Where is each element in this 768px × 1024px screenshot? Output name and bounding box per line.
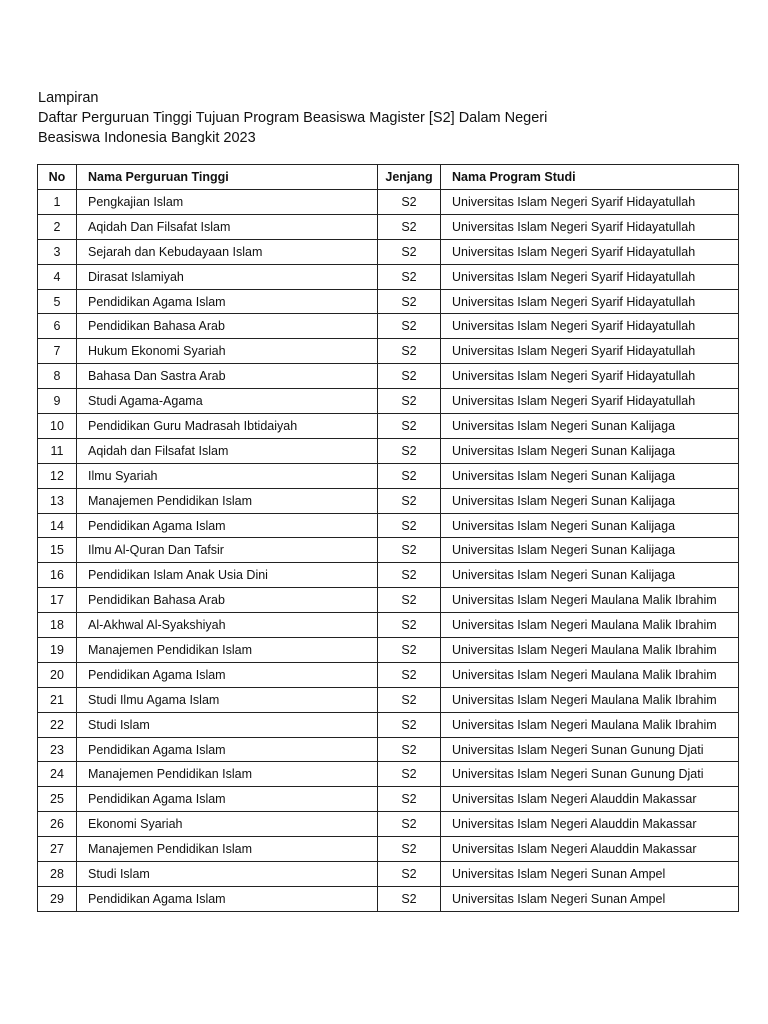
cell-jenjang: S2 [378, 588, 441, 613]
cell-nama-perguruan-tinggi: Pendidikan Agama Islam [77, 513, 378, 538]
cell-jenjang: S2 [378, 264, 441, 289]
cell-no: 9 [38, 389, 77, 414]
cell-nama-perguruan-tinggi: Studi Islam [77, 712, 378, 737]
header-nama-program-studi: Nama Program Studi [441, 165, 739, 190]
table-row [38, 687, 739, 712]
cell-nama-perguruan-tinggi: Pengkajian Islam [77, 190, 378, 215]
cell-nama-perguruan-tinggi: Pendidikan Islam Anak Usia Dini [77, 563, 378, 588]
table-header-row [38, 165, 739, 190]
cell-nama-program-studi: Universitas Islam Negeri Maulana Malik Ibrahim [441, 662, 739, 687]
cell-nama-perguruan-tinggi: Studi Islam [77, 862, 378, 887]
cell-jenjang: S2 [378, 538, 441, 563]
cell-no: 25 [38, 787, 77, 812]
cell-nama-perguruan-tinggi: Hukum Ekonomi Syariah [77, 339, 378, 364]
cell-nama-perguruan-tinggi: Pendidikan Bahasa Arab [77, 588, 378, 613]
cell-no: 1 [38, 190, 77, 215]
cell-jenjang: S2 [378, 463, 441, 488]
cell-jenjang: S2 [378, 314, 441, 339]
cell-nama-perguruan-tinggi: Pendidikan Guru Madrasah Ibtidaiyah [77, 414, 378, 439]
cell-no: 11 [38, 438, 77, 463]
table-row [38, 812, 739, 837]
cell-no: 4 [38, 264, 77, 289]
cell-nama-perguruan-tinggi: Manajemen Pendidikan Islam [77, 488, 378, 513]
cell-jenjang: S2 [378, 613, 441, 638]
cell-nama-program-studi: Universitas Islam Negeri Syarif Hidayatullah [441, 364, 739, 389]
cell-nama-perguruan-tinggi: Studi Ilmu Agama Islam [77, 687, 378, 712]
cell-nama-perguruan-tinggi: Manajemen Pendidikan Islam [77, 762, 378, 787]
cell-nama-perguruan-tinggi: Aqidah Dan Filsafat Islam [77, 214, 378, 239]
cell-no: 20 [38, 662, 77, 687]
table-row [38, 488, 739, 513]
cell-nama-program-studi: Universitas Islam Negeri Syarif Hidayatullah [441, 314, 739, 339]
table-row [38, 862, 739, 887]
cell-no: 26 [38, 812, 77, 837]
cell-nama-perguruan-tinggi: Manajemen Pendidikan Islam [77, 638, 378, 663]
table-row [38, 264, 739, 289]
cell-no: 3 [38, 239, 77, 264]
university-table [37, 164, 739, 912]
table-row [38, 463, 739, 488]
cell-nama-perguruan-tinggi: Aqidah dan Filsafat Islam [77, 438, 378, 463]
cell-no: 8 [38, 364, 77, 389]
cell-nama-program-studi: Universitas Islam Negeri Sunan Gunung Djati [441, 737, 739, 762]
cell-no: 18 [38, 613, 77, 638]
table-row [38, 762, 739, 787]
cell-nama-program-studi: Universitas Islam Negeri Sunan Kalijaga [441, 463, 739, 488]
cell-jenjang: S2 [378, 787, 441, 812]
cell-jenjang: S2 [378, 837, 441, 862]
cell-jenjang: S2 [378, 712, 441, 737]
cell-no: 17 [38, 588, 77, 613]
table-row [38, 737, 739, 762]
cell-nama-program-studi: Universitas Islam Negeri Sunan Kalijaga [441, 513, 739, 538]
cell-no: 6 [38, 314, 77, 339]
cell-nama-program-studi: Universitas Islam Negeri Sunan Kalijaga [441, 488, 739, 513]
cell-nama-perguruan-tinggi: Pendidikan Bahasa Arab [77, 314, 378, 339]
cell-jenjang: S2 [378, 214, 441, 239]
cell-nama-program-studi: Universitas Islam Negeri Syarif Hidayatullah [441, 339, 739, 364]
heading-title: Daftar Perguruan Tinggi Tujuan Program Beasiswa Magister [S2] Dalam Negeri [38, 110, 548, 126]
cell-nama-program-studi: Universitas Islam Negeri Sunan Ampel [441, 862, 739, 887]
cell-jenjang: S2 [378, 488, 441, 513]
table-row [38, 638, 739, 663]
cell-nama-perguruan-tinggi: Studi Agama-Agama [77, 389, 378, 414]
cell-nama-program-studi: Universitas Islam Negeri Alauddin Makassar [441, 837, 739, 862]
cell-jenjang: S2 [378, 438, 441, 463]
table-body [38, 190, 739, 912]
table-row [38, 563, 739, 588]
cell-nama-perguruan-tinggi: Bahasa Dan Sastra Arab [77, 364, 378, 389]
cell-nama-program-studi: Universitas Islam Negeri Maulana Malik Ibrahim [441, 712, 739, 737]
cell-jenjang: S2 [378, 389, 441, 414]
cell-no: 29 [38, 886, 77, 911]
table-row [38, 538, 739, 563]
cell-nama-perguruan-tinggi: Dirasat Islamiyah [77, 264, 378, 289]
cell-nama-program-studi: Universitas Islam Negeri Maulana Malik Ibrahim [441, 638, 739, 663]
cell-jenjang: S2 [378, 737, 441, 762]
cell-nama-perguruan-tinggi: Pendidikan Agama Islam [77, 737, 378, 762]
cell-jenjang: S2 [378, 862, 441, 887]
cell-jenjang: S2 [378, 190, 441, 215]
cell-nama-program-studi: Universitas Islam Negeri Alauddin Makassar [441, 787, 739, 812]
table-row [38, 837, 739, 862]
cell-jenjang: S2 [378, 414, 441, 439]
cell-no: 14 [38, 513, 77, 538]
header-jenjang: Jenjang [378, 165, 441, 190]
table-row [38, 314, 739, 339]
table-row [38, 364, 739, 389]
cell-no: 23 [38, 737, 77, 762]
table-row [38, 339, 739, 364]
cell-no: 19 [38, 638, 77, 663]
cell-no: 2 [38, 214, 77, 239]
table-row [38, 239, 739, 264]
cell-jenjang: S2 [378, 662, 441, 687]
cell-nama-perguruan-tinggi: Ilmu Syariah [77, 463, 378, 488]
table-row [38, 787, 739, 812]
cell-nama-perguruan-tinggi: Pendidikan Agama Islam [77, 662, 378, 687]
cell-jenjang: S2 [378, 812, 441, 837]
cell-nama-program-studi: Universitas Islam Negeri Sunan Kalijaga [441, 538, 739, 563]
header-no: No [38, 165, 77, 190]
cell-nama-program-studi: Universitas Islam Negeri Sunan Ampel [441, 886, 739, 911]
cell-nama-perguruan-tinggi: Al-Akhwal Al-Syakshiyah [77, 613, 378, 638]
cell-no: 22 [38, 712, 77, 737]
cell-no: 13 [38, 488, 77, 513]
cell-nama-perguruan-tinggi: Sejarah dan Kebudayaan Islam [77, 239, 378, 264]
table-row [38, 886, 739, 911]
cell-nama-program-studi: Universitas Islam Negeri Syarif Hidayatullah [441, 190, 739, 215]
table-row [38, 513, 739, 538]
table-row [38, 588, 739, 613]
cell-nama-program-studi: Universitas Islam Negeri Sunan Kalijaga [441, 414, 739, 439]
cell-no: 7 [38, 339, 77, 364]
cell-no: 12 [38, 463, 77, 488]
cell-no: 21 [38, 687, 77, 712]
cell-nama-program-studi: Universitas Islam Negeri Maulana Malik Ibrahim [441, 588, 739, 613]
cell-nama-program-studi: Universitas Islam Negeri Syarif Hidayatullah [441, 289, 739, 314]
table-row [38, 414, 739, 439]
table-row [38, 389, 739, 414]
cell-no: 15 [38, 538, 77, 563]
cell-jenjang: S2 [378, 762, 441, 787]
cell-nama-program-studi: Universitas Islam Negeri Syarif Hidayatullah [441, 239, 739, 264]
cell-nama-program-studi: Universitas Islam Negeri Maulana Malik Ibrahim [441, 613, 739, 638]
cell-nama-program-studi: Universitas Islam Negeri Sunan Kalijaga [441, 438, 739, 463]
table-row [38, 190, 739, 215]
cell-no: 5 [38, 289, 77, 314]
cell-jenjang: S2 [378, 339, 441, 364]
table-row [38, 289, 739, 314]
document-heading [38, 88, 547, 148]
cell-no: 10 [38, 414, 77, 439]
cell-jenjang: S2 [378, 289, 441, 314]
cell-jenjang: S2 [378, 638, 441, 663]
cell-jenjang: S2 [378, 364, 441, 389]
table-row [38, 438, 739, 463]
cell-nama-perguruan-tinggi: Pendidikan Agama Islam [77, 289, 378, 314]
cell-nama-perguruan-tinggi: Pendidikan Agama Islam [77, 787, 378, 812]
table-row [38, 214, 739, 239]
cell-jenjang: S2 [378, 513, 441, 538]
cell-no: 27 [38, 837, 77, 862]
cell-no: 28 [38, 862, 77, 887]
header-nama-perguruan-tinggi: Nama Perguruan Tinggi [77, 165, 378, 190]
cell-jenjang: S2 [378, 563, 441, 588]
cell-nama-program-studi: Universitas Islam Negeri Sunan Gunung Djati [441, 762, 739, 787]
heading-subtitle: Beasiswa Indonesia Bangkit 2023 [38, 130, 256, 146]
cell-nama-program-studi: Universitas Islam Negeri Alauddin Makassar [441, 812, 739, 837]
cell-nama-perguruan-tinggi: Ekonomi Syariah [77, 812, 378, 837]
cell-nama-program-studi: Universitas Islam Negeri Maulana Malik Ibrahim [441, 687, 739, 712]
cell-no: 24 [38, 762, 77, 787]
cell-nama-perguruan-tinggi: Manajemen Pendidikan Islam [77, 837, 378, 862]
cell-nama-program-studi: Universitas Islam Negeri Sunan Kalijaga [441, 563, 739, 588]
cell-jenjang: S2 [378, 886, 441, 911]
table-row [38, 662, 739, 687]
table-row [38, 712, 739, 737]
cell-nama-perguruan-tinggi: Pendidikan Agama Islam [77, 886, 378, 911]
cell-nama-program-studi: Universitas Islam Negeri Syarif Hidayatullah [441, 264, 739, 289]
cell-nama-program-studi: Universitas Islam Negeri Syarif Hidayatullah [441, 389, 739, 414]
cell-nama-perguruan-tinggi: Ilmu Al-Quran Dan Tafsir [77, 538, 378, 563]
heading-lampiran: Lampiran [38, 90, 99, 106]
table-row [38, 613, 739, 638]
cell-nama-program-studi: Universitas Islam Negeri Syarif Hidayatullah [441, 214, 739, 239]
cell-no: 16 [38, 563, 77, 588]
cell-jenjang: S2 [378, 687, 441, 712]
cell-jenjang: S2 [378, 239, 441, 264]
